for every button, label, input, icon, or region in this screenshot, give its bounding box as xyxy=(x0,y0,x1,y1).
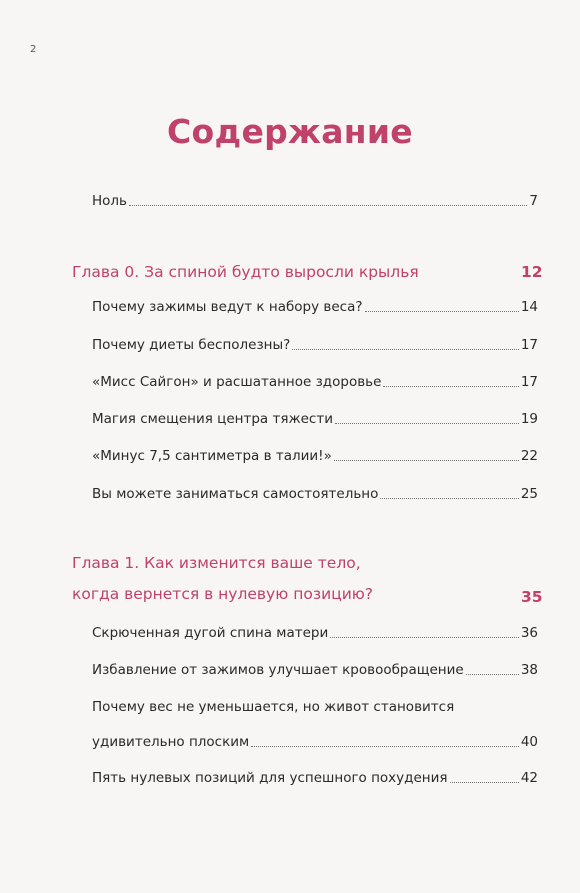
toc-leader-dots xyxy=(466,674,519,675)
toc-entry[interactable] xyxy=(92,336,538,354)
toc-entry-page: 17 xyxy=(520,374,538,390)
toc-entry[interactable] xyxy=(92,733,538,751)
toc-entry-label: Пять нулевых позиций для успешного похудения xyxy=(92,770,448,786)
toc-entry[interactable] xyxy=(92,769,538,787)
toc-entry-page: 14 xyxy=(520,299,538,315)
toc-entry[interactable] xyxy=(92,298,538,316)
toc-entry-page: 36 xyxy=(520,625,538,641)
page-number: 2 xyxy=(30,44,37,55)
toc-leader-dots xyxy=(129,205,527,206)
toc-leader-dots xyxy=(380,498,518,499)
toc-entry[interactable] xyxy=(92,373,538,391)
toc-leader-dots xyxy=(365,311,519,312)
toc-leader-dots xyxy=(292,349,519,350)
toc-entry-page: 25 xyxy=(520,486,538,502)
toc-entry-label: Магия смещения центра тяжести xyxy=(92,411,333,427)
toc-entry-label: Избавление от зажимов улучшает кровообращение xyxy=(92,662,464,678)
toc-entry-page: 42 xyxy=(520,770,538,786)
toc-entry-label: «Минус 7,5 сантиметра в талии!» xyxy=(92,448,332,464)
toc-entry[interactable] xyxy=(92,624,538,642)
toc-entry-label: Вы можете заниматься самостоятельно xyxy=(92,486,379,502)
toc-leader-dots xyxy=(251,746,519,747)
chapter-heading-1-line1[interactable]: Глава 1. Как изменится ваше тело, xyxy=(72,554,361,572)
toc-entry-page: 40 xyxy=(520,734,538,750)
toc-entry-label: удивительно плоским xyxy=(92,734,250,750)
toc-entry[interactable] xyxy=(92,485,538,503)
toc-entry-intro[interactable] xyxy=(92,192,538,210)
toc-leader-dots xyxy=(330,637,519,638)
toc-entry-page: 38 xyxy=(520,662,538,678)
toc-entry-label: Почему диеты бесполезны? xyxy=(92,337,291,353)
toc-entry-label: Скрюченная дугой спина матери xyxy=(92,625,329,641)
chapter-page-1: 35 xyxy=(521,588,543,606)
toc-entry-label: «Мисс Сайгон» и расшатанное здоровье xyxy=(92,374,382,390)
toc-entry-page: 22 xyxy=(520,448,538,464)
toc-entry-label-line1[interactable]: Почему вес не уменьшается, но живот становится xyxy=(92,699,455,715)
toc-entry-page: 19 xyxy=(520,411,538,427)
toc-leader-dots xyxy=(383,386,518,387)
toc-entry-page: 7 xyxy=(529,193,538,209)
chapter-heading-0[interactable]: Глава 0. За спиной будто выросли крылья xyxy=(72,263,419,281)
toc-entry[interactable] xyxy=(92,447,538,465)
chapter-heading-1-line2[interactable]: когда вернется в нулевую позицию? xyxy=(72,585,374,603)
toc-leader-dots xyxy=(334,460,519,461)
toc-leader-dots xyxy=(335,423,519,424)
toc-entry-label: Ноль xyxy=(92,193,127,209)
toc-entry[interactable] xyxy=(92,661,538,679)
chapter-page-0: 12 xyxy=(521,263,543,281)
toc-leader-dots xyxy=(450,782,519,783)
toc-entry-label: Почему зажимы ведут к набору веса? xyxy=(92,299,363,315)
page-title: Содержание xyxy=(167,112,413,151)
toc-entry-page: 17 xyxy=(520,337,538,353)
toc-entry[interactable] xyxy=(92,410,538,428)
